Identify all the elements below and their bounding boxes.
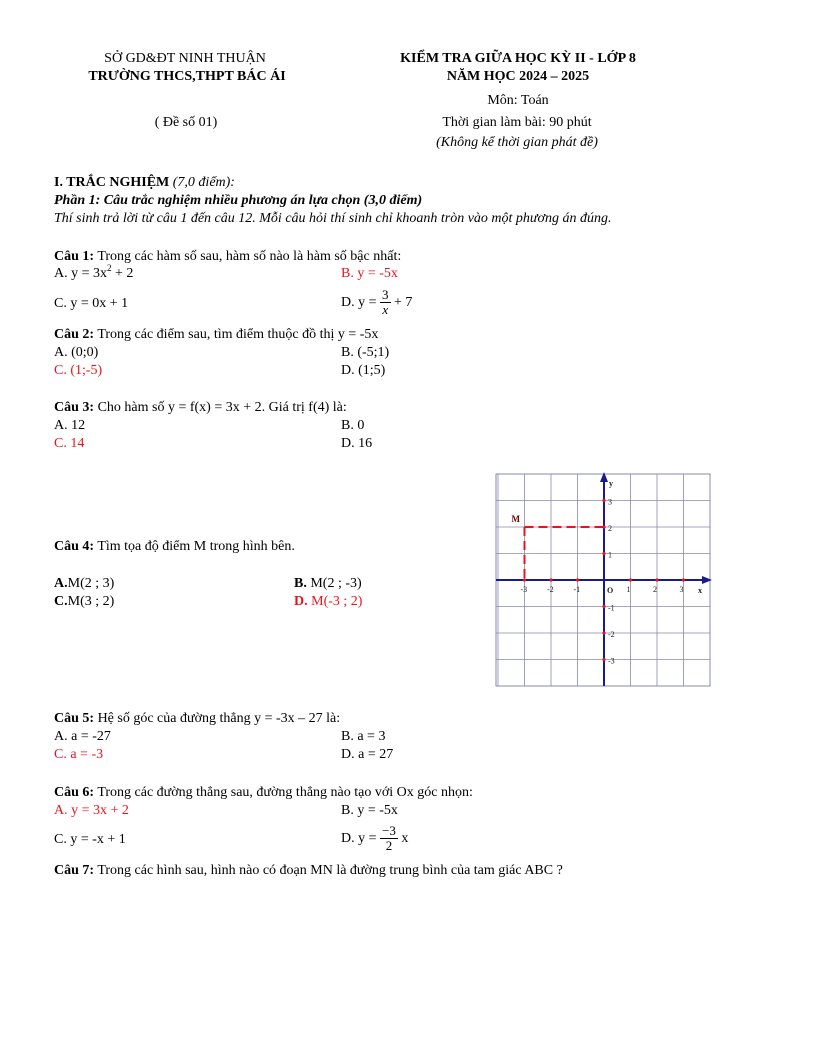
q4-option-b: B. M(2 ; -3) (294, 576, 362, 591)
question-4 (54, 539, 295, 555)
section-title (54, 175, 235, 191)
q1-option-a: A. $y = 3x^2 + 2$ (54, 263, 134, 281)
question-label: Câu 7: (54, 863, 95, 878)
school-year: NĂM HỌC 2024 – 2025 (446, 69, 590, 84)
part-title: Phần 1: Câu trắc nghiệm nhiều phương án lựa chọn (3,0 điểm) (54, 193, 423, 208)
origin-label: O (607, 586, 614, 595)
q3-option-a: A. 12 (54, 418, 86, 433)
x-axis-label: x (698, 586, 702, 595)
x-tick-label: -1 (573, 585, 581, 594)
question-label: Câu 5: (54, 711, 95, 726)
question-label: Câu 2: (54, 327, 95, 342)
exam-code: ( Đề số 01) (154, 115, 218, 130)
x-tick-label: -3 (520, 585, 528, 594)
y-tick-mark (602, 658, 605, 661)
x-tick-mark (655, 578, 658, 581)
duration: Thời gian làm bài: 90 phút (442, 115, 592, 130)
school-name: TRƯỜNG THCS,THPT BÁC ÁI (88, 69, 286, 84)
question-3 (54, 400, 347, 416)
q6-option-a: A. y = 3x + 2 (54, 803, 129, 818)
question-6 (54, 785, 473, 801)
duration-note: (Không kể thời gian phát đề) (436, 135, 598, 150)
q5-option-c: C. a = -3 (54, 747, 104, 762)
question-label: Câu 3: (54, 400, 95, 415)
question-text: Trong các điểm sau, tìm điểm thuộc đồ thị y = -5x (97, 327, 379, 342)
q3-option-b: B. 0 (341, 418, 365, 433)
department-name: SỞ GD&ĐT NINH THUẬN (104, 51, 266, 66)
question-text: Trong các hàm số sau, hàm số nào là hàm số bậc nhất: (97, 249, 402, 264)
exam-title: KIỂM TRA GIỮA HỌC KỲ II - LỚP 8 (400, 51, 636, 66)
q6-option-b: B. y = -5x (341, 803, 398, 818)
question-7 (54, 863, 563, 879)
y-tick-mark (602, 631, 605, 634)
x-tick-mark (549, 578, 552, 581)
q2-option-a: A. (0;0) (54, 345, 99, 360)
q3-option-c: C. 14 (54, 436, 85, 451)
x-tick-mark (576, 578, 579, 581)
point-m-group (512, 514, 605, 580)
q1-option-b: B. y = -5x (341, 266, 398, 281)
q2-option-d: D. (1;5) (341, 363, 386, 378)
y-tick-label: -3 (608, 656, 615, 666)
question-label: Câu 6: (54, 785, 95, 800)
q5-option-a: A. a = -27 (54, 729, 111, 744)
question-text: Trong các hình sau, hình nào có đoạn MN là đường trung bình của tam giác ABC ? (97, 863, 563, 878)
tick-labels (521, 479, 703, 666)
question-text: Tìm tọa độ điểm M trong hình bên. (97, 539, 295, 554)
q5-option-d: D. a = 27 (341, 747, 394, 762)
axes (496, 472, 712, 686)
q6-option-c: C. y = -x + 1 (54, 832, 126, 847)
q3-option-d: D. 16 (341, 436, 373, 451)
y-tick-label: 3 (608, 497, 612, 507)
y-tick-label: 1 (608, 550, 612, 560)
subject: Môn: Toán (487, 93, 549, 108)
q5-option-b: B. a = 3 (341, 729, 386, 744)
question-label: Câu 1: (54, 249, 95, 264)
section-title-text: I. TRẮC NGHIỆM (54, 175, 170, 190)
instruction: Thí sinh trả lời từ câu 1 đến câu 12. Mỗi câu hỏi thí sinh chỉ khoanh tròn vào một phương án đúng. (54, 211, 612, 226)
y-tick-mark (602, 552, 605, 555)
q2-option-c: C. (1;-5) (54, 363, 103, 378)
question-text: Trong các đường thẳng sau, đường thẳng nào tạo với Ox góc nhọn: (97, 785, 473, 800)
x-tick-label: -2 (547, 585, 554, 594)
point-label: M (511, 514, 520, 524)
x-tick-label: 3 (679, 585, 684, 594)
x-tick-label: 2 (653, 585, 657, 594)
y-tick-label: 2 (608, 524, 612, 533)
q6-option-d: D. y = $\frac{-3}{2}$ x (341, 823, 409, 854)
q2-option-b: B. (-5;1) (341, 345, 390, 360)
section-points: (7,0 điểm): (172, 175, 235, 190)
x-tick-mark (682, 578, 685, 581)
coordinate-graph (490, 470, 718, 692)
y-tick-label: -2 (608, 630, 615, 639)
y-tick-label: -1 (608, 603, 615, 613)
y-tick-mark (602, 605, 605, 608)
question-text: Cho hàm số y = f(x) = 3x + 2. Giá trị f(4) là: (97, 400, 347, 415)
q4-option-c: C.M(3 ; 2) (54, 594, 115, 609)
q4-option-d: D. M(-3 ; 2) (294, 594, 363, 609)
q4-option-a: A.M(2 ; 3) (54, 576, 115, 591)
question-label: Câu 4: (54, 539, 95, 554)
x-tick-label: 1 (626, 585, 631, 594)
y-tick-mark (602, 499, 605, 502)
question-5 (54, 711, 340, 727)
y-axis-label: y (609, 479, 613, 488)
question-text: Hệ số góc của đường thẳng y = -3x – 27 là: (97, 711, 341, 726)
q1-option-c: C. y = 0x + 1 (54, 296, 129, 311)
question-2 (54, 327, 378, 343)
q1-option-d: D. y = $\frac{3}{x}$ + 7 (341, 287, 413, 318)
x-tick-mark (629, 578, 632, 581)
